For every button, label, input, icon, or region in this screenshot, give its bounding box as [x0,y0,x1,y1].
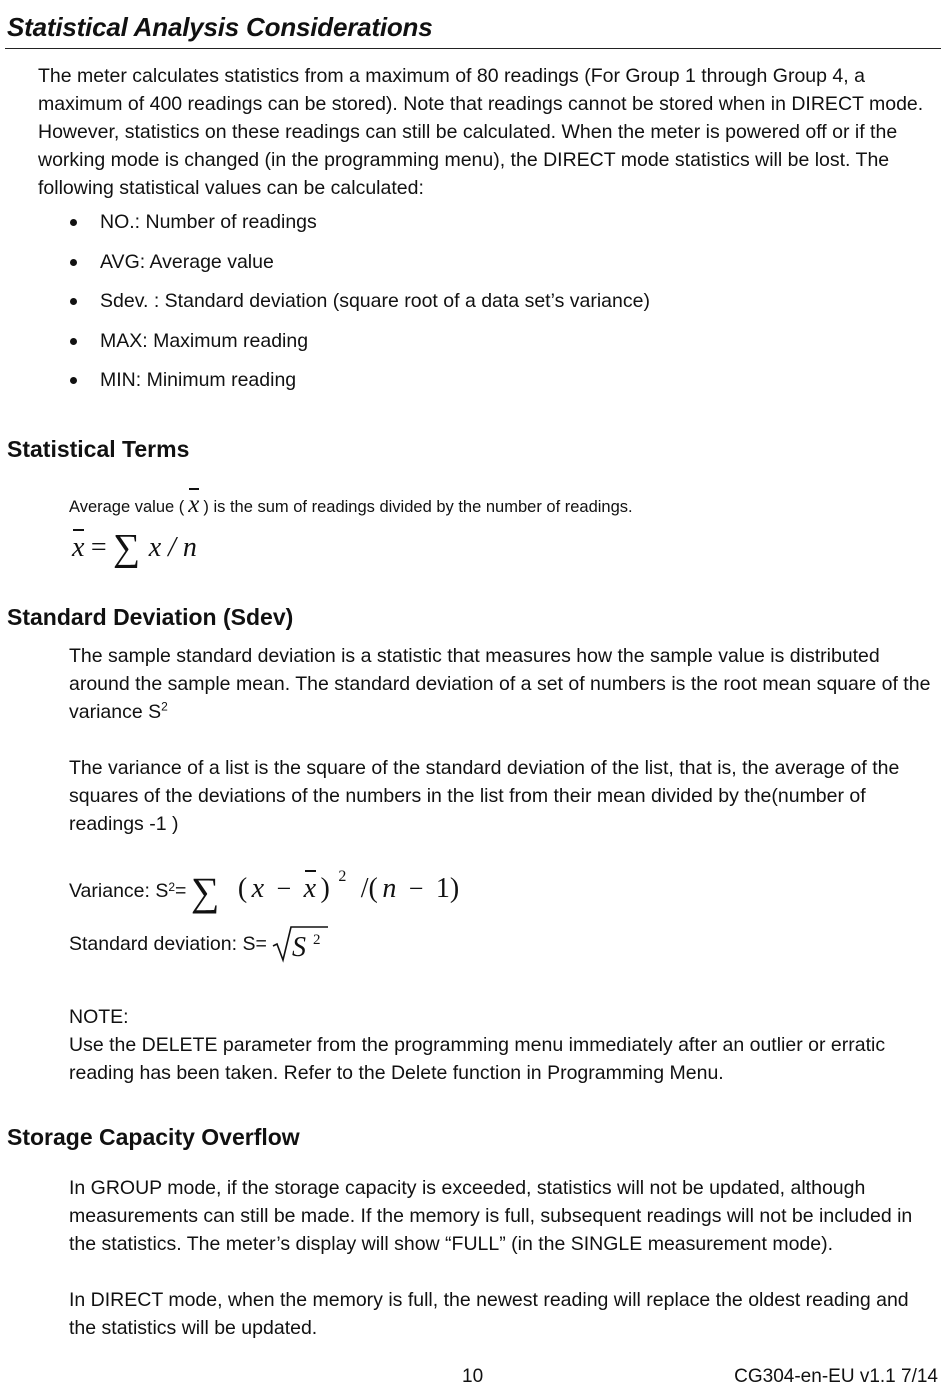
bullet-icon [70,377,77,384]
bullet-icon [70,219,77,226]
note-text: Use the DELETE parameter from the programming menu immediately after an outlier or erratic reading has been taken. Refer to the Delete function in Programming Menu. [69,1034,886,1084]
std-dev-formula: Standard deviation: S= S 2 [69,930,329,970]
svg-text:2: 2 [313,932,321,948]
sum-symbol: ∑ [113,527,141,569]
average-definition: Average value ( x ) is the sum of readings divided by the number of readings. [69,491,633,518]
storage-paragraph-1: In GROUP mode, if the storage capacity is exceeded, statistics will not be updated, although measurements can still be made. If the memory is full, subsequent readings will not be included in the statistics. The meter’s display will show “FULL” (in the SINGLE measurement mode). [69,1177,913,1255]
list-item: Sdev. : Standard deviation (square root of a data set’s variance) [68,287,650,327]
statistics-list [68,208,650,406]
bullet-icon [70,298,77,305]
storage-paragraph-2: In DIRECT mode, when the memory is full, the newest reading will replace the oldest reading and the statistics will be updated. [69,1289,909,1339]
list-item: NO.: Number of readings [68,208,650,248]
list-item: AVG: Average value [68,248,650,288]
section-heading-sdev: Standard Deviation (Sdev) [7,604,294,630]
sum-symbol: ∑ [190,869,220,914]
x-bar-symbol: x [188,491,200,518]
document-id: CG304-en-EU v1.1 7/14 [734,1366,938,1387]
bullet-icon [70,259,77,266]
bullet-icon [70,338,77,345]
sdev-paragraph-1: The sample standard deviation is a statistic that measures how the sample value is distributed around the sample mean. The standard deviation of a set of numbers is the root mean square of the variance $S^2$ [69,645,931,723]
section-heading-storage: Storage Capacity Overflow [7,1124,300,1150]
sdev-paragraph-2: The variance of a list is the square of the standard deviation of the list, that is, the average of the squares of the deviations of the numbers in the list from their mean divided by the(number of readings -1 ) [69,757,900,835]
title-underline [5,48,941,49]
note-label: NOTE: [69,1006,129,1028]
page-number: 10 [462,1366,484,1387]
square-root-icon [271,924,329,964]
list-item: MAX: Maximum reading [68,327,650,367]
average-formula: x = ∑ x / n [72,527,197,569]
svg-text:S: S [292,932,307,963]
page-title: Statistical Analysis Considerations [7,12,433,42]
variance-formula: Variance: $S^2=$ ∑ ( x − x ) 2 /( n − 1) [69,868,460,914]
list-item: MIN: Minimum reading [68,366,650,406]
section-heading-terms: Statistical Terms [7,436,190,462]
intro-paragraph: The meter calculates statistics from a maximum of 80 readings (For Group 1 through Group 4, a maximum of 400 readings can be stored). Note that readings cannot be stored when in DIRECT mode. However, statistics on these readings can still be calculated. When the meter is powered off or if the working mode is changed (in the programming menu), the DIRECT mode statistics will be lost. The following statistical values can be calculated: [38,65,924,199]
